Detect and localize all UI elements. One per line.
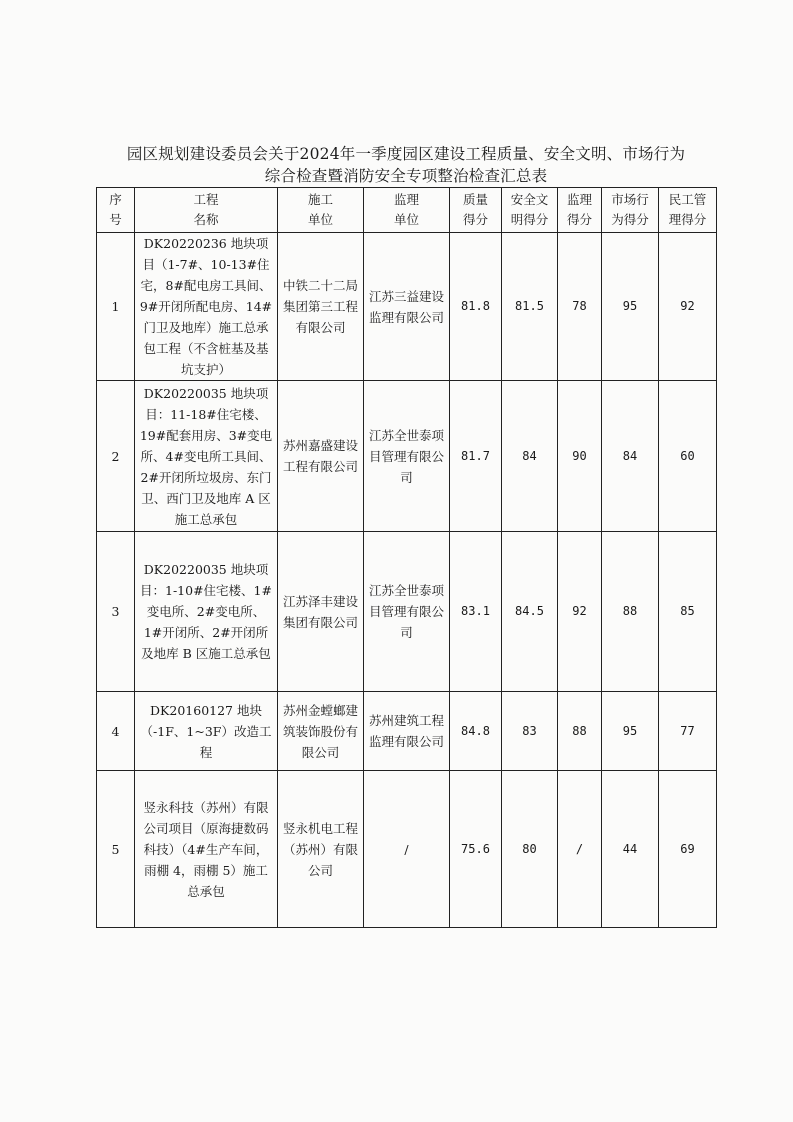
- cell-contractor: 竖永机电工程（苏州）有限公司: [278, 771, 364, 928]
- cell-safety: 84: [502, 381, 558, 532]
- cell-safety: 80: [502, 771, 558, 928]
- page-title: [96, 143, 716, 187]
- header-project: 工程 名称: [135, 188, 278, 233]
- cell-market: 95: [602, 233, 659, 381]
- cell-quality: 75.6: [450, 771, 502, 928]
- cell-safety: 83: [502, 692, 558, 771]
- cell-supervisor: 苏州建筑工程监理有限公司: [364, 692, 450, 771]
- cell-market: 84: [602, 381, 659, 532]
- cell-supervisor: /: [364, 771, 450, 928]
- header-no: 序 号: [97, 188, 135, 233]
- header-quality: 质量 得分: [450, 188, 502, 233]
- cell-market: 88: [602, 532, 659, 692]
- cell-supervision: 88: [558, 692, 602, 771]
- cell-contractor: 中铁二十二局集团第三工程有限公司: [278, 233, 364, 381]
- cell-labor: 69: [659, 771, 717, 928]
- table-row: [97, 771, 717, 928]
- cell-supervision: 90: [558, 381, 602, 532]
- cell-no: 5: [97, 771, 135, 928]
- cell-project: DK20220035 地块项目：1-10#住宅楼、1#变电所、2#变电所、1#开闭所、2#开闭所及地库 B 区施工总承包: [135, 532, 278, 692]
- header-contractor: 施工 单位: [278, 188, 364, 233]
- cell-supervision: 78: [558, 233, 602, 381]
- cell-quality: 84.8: [450, 692, 502, 771]
- cell-no: 1: [97, 233, 135, 381]
- cell-project: DK20160127 地块（-1F、1~3F）改造工程: [135, 692, 278, 771]
- cell-quality: 83.1: [450, 532, 502, 692]
- cell-supervision: 92: [558, 532, 602, 692]
- table-row: [97, 692, 717, 771]
- cell-contractor: 江苏泽丰建设集团有限公司: [278, 532, 364, 692]
- title-line-1: 园区规划建设委员会关于2024年一季度园区建设工程质量、安全文明、市场行为: [126, 145, 686, 163]
- cell-contractor: 苏州嘉盛建设工程有限公司: [278, 381, 364, 532]
- cell-labor: 85: [659, 532, 717, 692]
- cell-no: 2: [97, 381, 135, 532]
- cell-contractor: 苏州金螳螂建筑装饰股份有限公司: [278, 692, 364, 771]
- cell-project: DK20220236 地块项目（1-7#、10-13#住宅，8#配电房工具间、9#开闭所配电房、14#门卫及地库）施工总承包工程（不含桩基及基坑支护）: [135, 233, 278, 381]
- header-labor: 民工管 理得分: [659, 188, 717, 233]
- header-row: [97, 188, 717, 233]
- cell-market: 44: [602, 771, 659, 928]
- cell-project: DK20220035 地块项目：11-18#住宅楼、19#配套用房、3#变电所、4#变电所工具间、2#开闭所垃圾房、东门卫、西门卫及地库 A 区施工总承包: [135, 381, 278, 532]
- cell-safety: 84.5: [502, 532, 558, 692]
- header-safety: 安全文 明得分: [502, 188, 558, 233]
- cell-supervision: /: [558, 771, 602, 928]
- table-row: [97, 381, 717, 532]
- header-supervision: 监理 得分: [558, 188, 602, 233]
- cell-no: 3: [97, 532, 135, 692]
- header-supervisor: 监理 单位: [364, 188, 450, 233]
- header-market: 市场行 为得分: [602, 188, 659, 233]
- cell-labor: 92: [659, 233, 717, 381]
- title-line-2: 综合检查暨消防安全专项整治检查汇总表: [264, 167, 548, 185]
- cell-quality: 81.7: [450, 381, 502, 532]
- cell-market: 95: [602, 692, 659, 771]
- cell-labor: 60: [659, 381, 717, 532]
- cell-safety: 81.5: [502, 233, 558, 381]
- cell-project: 竖永科技（苏州）有限公司项目（原海捷数码科技）（4#生产车间，雨棚 4，雨棚 5）施工总承包: [135, 771, 278, 928]
- cell-supervisor: 江苏全世泰项目管理有限公司: [364, 381, 450, 532]
- table-row: [97, 532, 717, 692]
- cell-supervisor: 江苏三益建设监理有限公司: [364, 233, 450, 381]
- cell-no: 4: [97, 692, 135, 771]
- table-row: [97, 233, 717, 381]
- inspection-summary-table: [96, 187, 717, 928]
- cell-supervisor: 江苏全世泰项目管理有限公司: [364, 532, 450, 692]
- cell-quality: 81.8: [450, 233, 502, 381]
- cell-labor: 77: [659, 692, 717, 771]
